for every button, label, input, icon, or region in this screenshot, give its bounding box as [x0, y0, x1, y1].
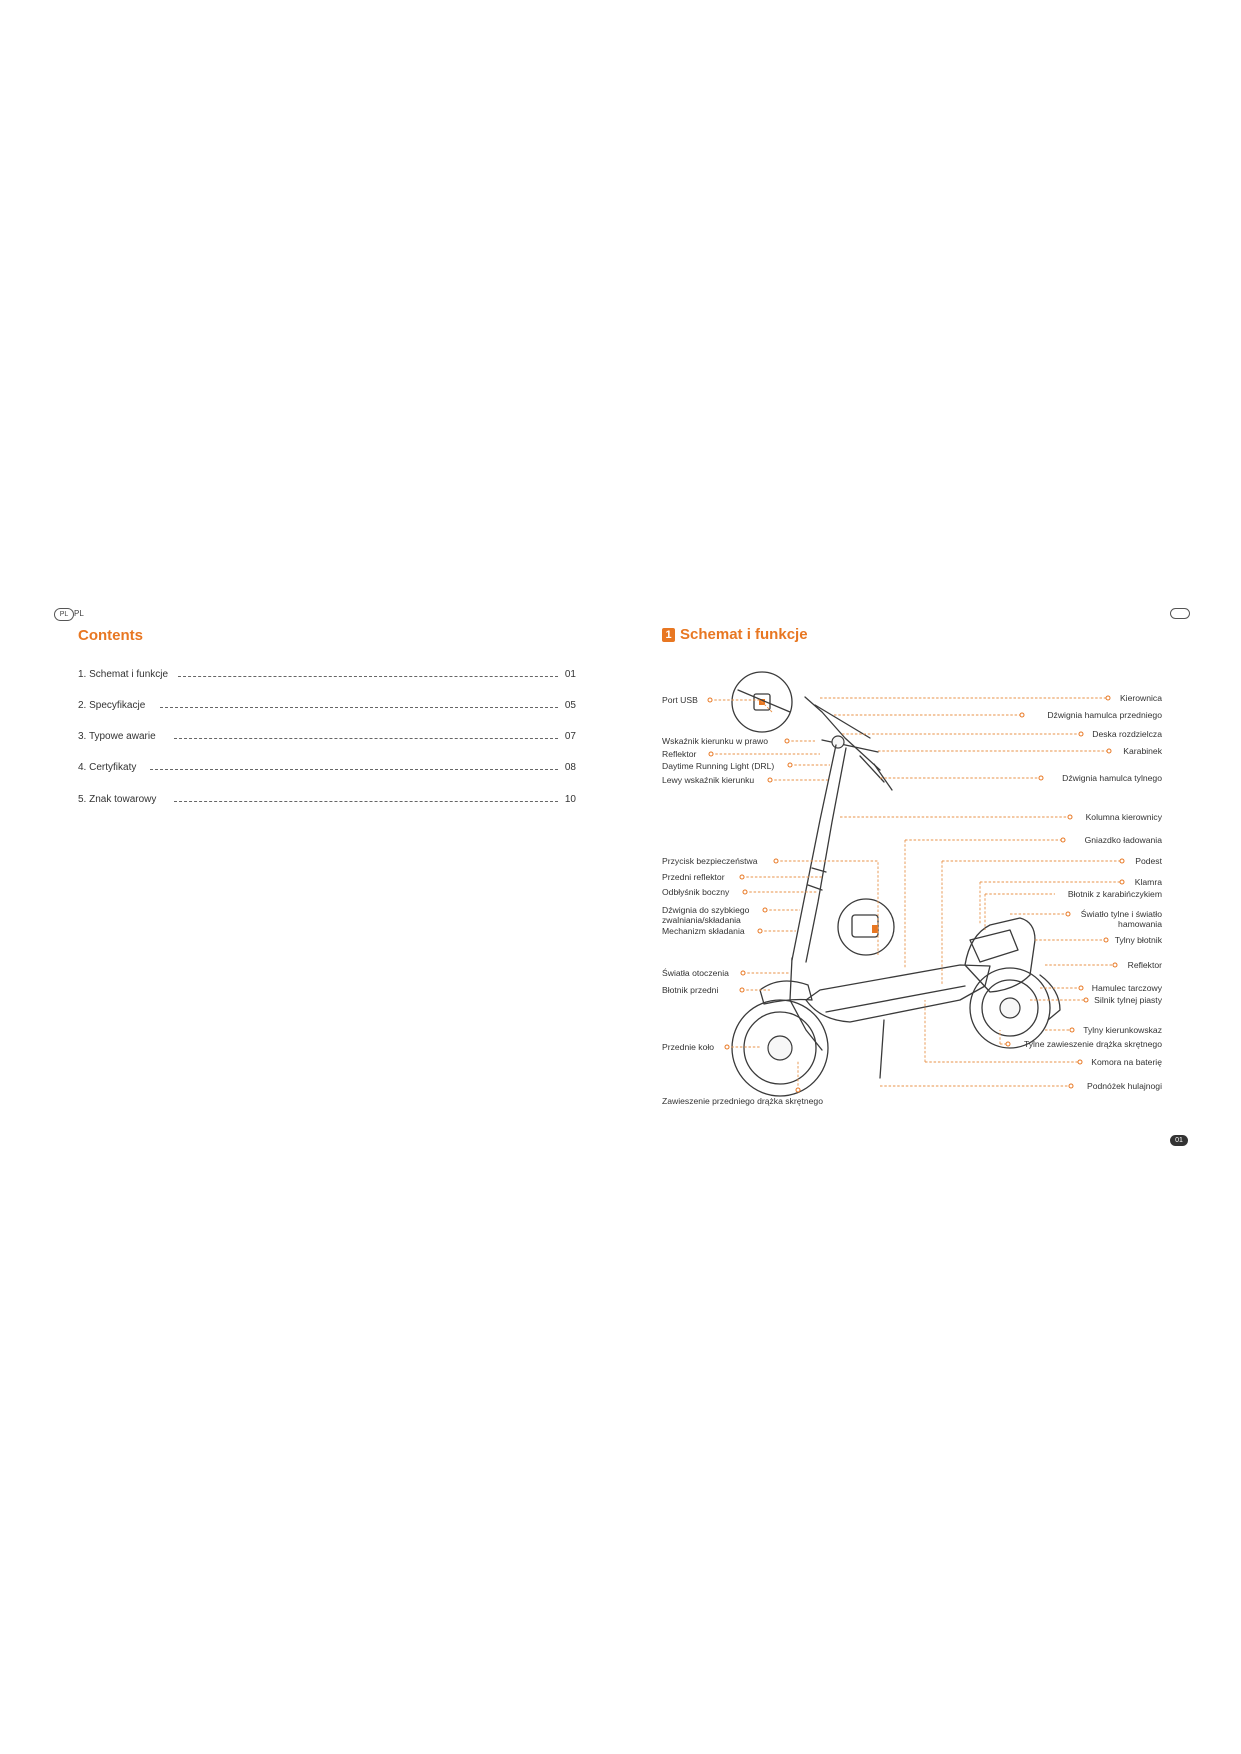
folding-mechanism-detail-circle: [838, 899, 894, 955]
label-safety-button: Przycisk bezpieczeństwa: [662, 856, 758, 866]
label-quick-release-lever-1: Dźwignia do szybkiego: [662, 905, 750, 915]
toc-item-label: 5. Znak towarowy: [78, 794, 160, 805]
label-drl: Daytime Running Light (DRL): [662, 761, 775, 771]
toc-item-page: 07: [561, 731, 576, 742]
label-headlight: Reflektor: [662, 749, 697, 759]
label-ambient-lights: Światła otoczenia: [662, 968, 729, 978]
label-usb-port: Port USB: [662, 695, 698, 705]
deck: [806, 965, 990, 1022]
label-front-reflector: Przedni reflektor: [662, 872, 725, 882]
label-rear-brake-lever: Dźwignia hamulca tylnego: [1062, 773, 1162, 783]
label-front-torsion-suspension: Zawieszenie przedniego drążka skrętnego: [662, 1096, 823, 1106]
steering-column: [792, 745, 836, 960]
label-handlebar: Kierownica: [1119, 693, 1162, 703]
label-right-turn-signal: Wskaźnik kierunku w prawo: [662, 736, 769, 746]
left-labels: [662, 695, 823, 1106]
label-kickstand: Podnóżek hulajnogi: [1086, 1081, 1162, 1091]
toc-item-label: 2. Specyfikacje: [78, 700, 149, 711]
label-steering-column: Kolumna kierownicy: [1085, 812, 1162, 822]
contents-title: Contents: [78, 627, 143, 644]
label-front-brake-lever: Dźwignia hamulca przedniego: [1047, 710, 1162, 720]
label-rear-turn-signal: Tylny kierunkowskaz: [1083, 1025, 1162, 1035]
label-dashboard: Deska rozdzielcza: [1092, 729, 1162, 739]
toc-item-page: 08: [561, 762, 576, 773]
language-code: PL: [74, 609, 84, 618]
label-left-turn-signal: Lewy wskaźnik kierunku: [662, 775, 755, 785]
label-quick-release-lever-2: zwalniania/składania: [662, 915, 741, 925]
label-front-fender: Błotnik przedni: [662, 985, 719, 995]
toc-item-label: 3. Typowe awarie: [78, 731, 160, 742]
label-rear-fender: Tylny błotnik: [1114, 935, 1162, 945]
toc-item-label: 1. Schemat i funkcje: [78, 669, 172, 680]
label-folding-mechanism: Mechanizm składania: [662, 926, 745, 936]
label-disc-brake: Hamulec tarczowy: [1091, 983, 1162, 993]
label-fender-with-carabiner: Błotnik z karabińczykiem: [1067, 889, 1162, 899]
page-number-badge: 01: [1170, 1135, 1188, 1146]
label-charging-port: Gniazdko ładowania: [1084, 835, 1162, 845]
section-title-text: Schemat i funkcje: [680, 626, 808, 643]
toc-item-page: 01: [561, 669, 576, 680]
label-battery-compartment: Komora na baterię: [1091, 1057, 1162, 1067]
label-rear-hub-motor: Silnik tylnej piasty: [1094, 995, 1162, 1005]
toc-item-page: 10: [561, 794, 576, 805]
label-deck: Podest: [1135, 856, 1162, 866]
rear-body: [965, 918, 1035, 992]
label-carabiner: Karabinek: [1123, 746, 1162, 756]
label-tail-brake-light-1: Światło tylne i światło: [1080, 909, 1162, 919]
scooter-illustration: [732, 672, 1060, 1096]
section-number-badge: 1: [662, 628, 675, 642]
label-front-wheel: Przednie koło: [662, 1042, 715, 1052]
label-rear-torsion-suspension: Tylne zawieszenie drążka skrętnego: [1023, 1039, 1162, 1049]
handlebar-right: [805, 697, 880, 770]
right-labels: [1024, 693, 1163, 1091]
language-badge: PL: [54, 608, 74, 621]
label-clamp: Klamra: [1134, 877, 1162, 887]
label-rear-reflector: Reflektor: [1127, 960, 1162, 970]
label-side-reflector: Odbłyśnik boczny: [662, 887, 730, 897]
left-leader-lines: [708, 698, 878, 1092]
kickstand: [880, 1020, 884, 1078]
toc-item-label: 4. Certyfikaty: [78, 762, 140, 773]
toc-item-page: 05: [561, 700, 576, 711]
label-tail-brake-light-2: hamowania: [1118, 919, 1162, 929]
